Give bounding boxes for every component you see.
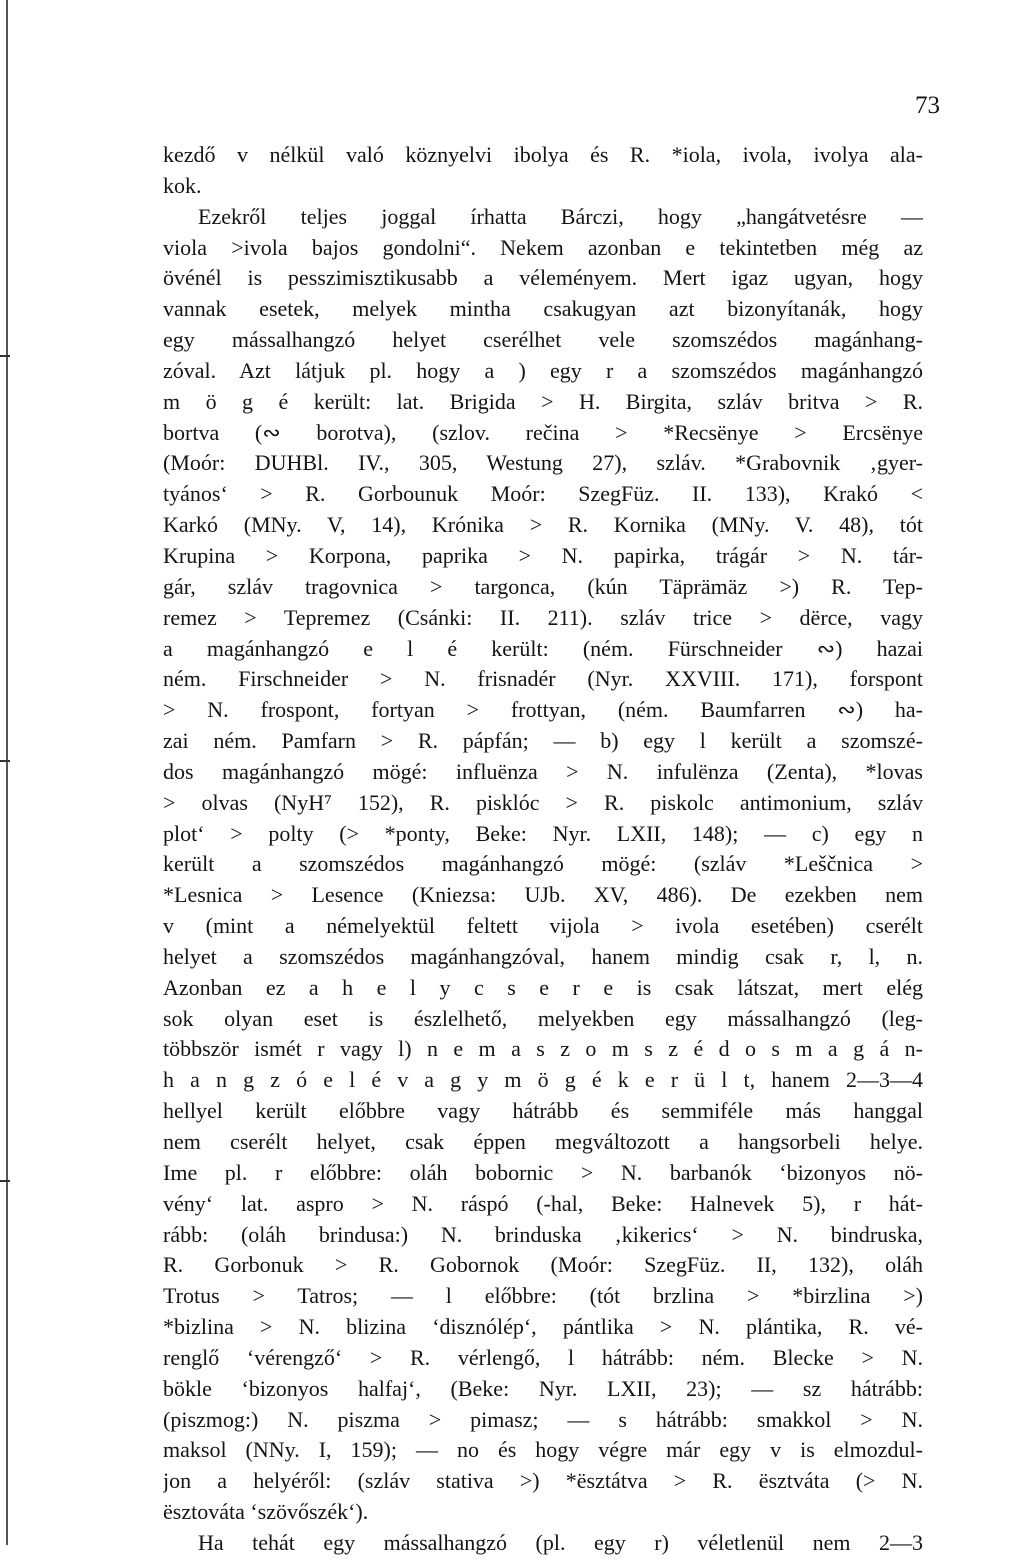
edge-tick	[0, 1180, 10, 1182]
text-line: maksol (NNy. I, 159); — no és hogy végre már egy v is elmozdul-	[163, 1437, 923, 1463]
text-line: helyet a szomszédos magánhangzóval, hanem mindig csak r, l, n.	[163, 943, 923, 969]
edge-tick	[0, 355, 10, 357]
text-line: viola >ivola bajos gondolni“. Nekem azonban e tekintetben még az	[163, 234, 923, 260]
text-line: Krupina > Korpona, paprika > N. papirka, trágár > N. tár-	[163, 542, 923, 568]
text-line: többször ismét r vagy l) n e m a s z o m s z é d o s m a g á n-	[163, 1036, 923, 1062]
text-line: övénél is pesszimisztikusabb a véleményem. Mert igaz ugyan, hogy	[163, 265, 923, 291]
text-line: h a n g z ó e l é v a g y m ö g é k e r ü l t, hanem 2—3—4	[163, 1067, 923, 1093]
text-line: bortva (∾ borotva), (szlov. rečina > *Recsënye > Ercsënye	[163, 419, 923, 445]
text-line: (piszmog:) N. piszma > pimasz; — s hátrább: smakkol > N.	[163, 1406, 923, 1432]
text-line: dos magánhangzó mögé: influënza > N. infulënza (Zenta), *lovas	[163, 758, 923, 784]
text-line: ném. Firschneider > N. frisnadér (Nyr. XXVIII. 171), forspont	[163, 666, 923, 692]
text-line: remez > Tepremez (Csánki: II. 211). szláv trice > dërce, vagy	[163, 604, 923, 630]
text-line: > olvas (NyH⁷ 152), R. pisklóc > R. piskolc antimonium, szláv	[163, 789, 923, 815]
text-line: Karkó (MNy. V, 14), Krónika > R. Kornika (MNy. V. 48), tót	[163, 512, 923, 538]
text-line: vény‘ lat. aspro > N. ráspó (-hal, Beke: Halnevek 5), r hát-	[163, 1190, 923, 1216]
page-edge-rule	[6, 0, 8, 1545]
text-line: hellyel került előbbre vagy hátrább és semmiféle más hanggal	[163, 1098, 923, 1124]
text-line: zai ném. Pamfarn > R. pápfán; — b) egy l került a szomszé-	[163, 728, 923, 754]
text-line: került a szomszédos magánhangzó mögé: (szláv *Leščnica >	[163, 851, 923, 877]
text-line: *Lesnica > Lesence (Kniezsa: UJb. XV, 486). De ezekben nem	[163, 882, 923, 908]
text-line: nem cserélt helyet, csak éppen megváltozott a hangsorbeli helye.	[163, 1129, 923, 1154]
text-line: bökle ‘bizonyos halfaj‘, (Beke: Nyr. LXII, 23); — sz hátrább:	[163, 1375, 923, 1401]
text-line: Ime pl. r előbbre: oláh bobornic > N. barbanók ‘bizonyos nö-	[163, 1159, 923, 1185]
text-line: > N. frospont, fortyan > frottyan, (ném. Baumfarren ∾) ha-	[163, 697, 923, 723]
text-line: sok olyan eset is észlelhető, melyekben egy mássalhangzó (leg-	[163, 1005, 923, 1031]
text-line: zóval. Azt látjuk pl. hogy a ) egy r a szomszédos magánhangzó	[163, 357, 923, 383]
text-line: vannak esetek, melyek mintha csakugyan azt bizonyítanák, hogy	[163, 296, 923, 322]
text-line: renglő ‘vérengző‘ > R. vérlengő, l hátrább: ném. Blecke > N.	[163, 1344, 923, 1370]
text-line: v (mint a némelyektül feltett vijola > ivola esetében) cserélt	[163, 913, 923, 939]
text-line: egy mássalhangzó helyet cserélhet vele szomszédos magánhang-	[163, 327, 923, 353]
text-line: ësztováta ‘szövőszék‘).	[163, 1499, 369, 1525]
text-line: Azonban ez a h e l y c s e r e is csak látszat, mert elég	[163, 974, 923, 1000]
text-line: (Moór: DUHBl. IV., 305, Westung 27), szláv. *Grabovnik ‚gyer-	[163, 450, 923, 476]
text-line: kok.	[163, 172, 202, 198]
text-line: jon a helyéről: (szláv stativa >) *ësztátva > R. ësztváta (> N.	[163, 1468, 923, 1494]
text-line: tyános‘ > R. Gorbounuk Moór: SzegFüz. II. 133), Krakó <	[163, 481, 923, 507]
edge-tick	[0, 760, 10, 762]
text-line: Ezekről teljes joggal írhatta Bárczi, hogy „hangátvetésre —	[198, 203, 923, 229]
text-line: gár, szláv tragovnica > targonca, (kún Täprämäz >) R. Tep-	[163, 573, 923, 599]
text-line: plot‘ > polty (> *ponty, Beke: Nyr. LXII, 148); — c) egy n	[163, 820, 923, 846]
text-line: kezdő v nélkül való köznyelvi ibolya és R. *iola, ivola, ivolya ala-	[163, 142, 923, 167]
text-line: Ha tehát egy mássalhangzó (pl. egy r) véletlenül nem 2—3	[198, 1529, 923, 1555]
text-line: Trotus > Tatros; — l előbbre: (tót brzlina > *birzlina >)	[163, 1283, 923, 1309]
text-line: a magánhangzó e l é került: (ném. Fürschneider ∾) hazai	[163, 635, 923, 661]
text-line: m ö g é került: lat. Brigida > H. Birgita, szláv britva > R.	[163, 388, 923, 414]
body-text	[163, 140, 923, 1559]
text-line: *bizlina > N. blizina ‘disznólép‘, pántlika > N. plántika, R. vé-	[163, 1314, 923, 1340]
text-line: rább: (oláh brindusa:) N. brinduska ‚kikerics‘ > N. bindruska,	[163, 1221, 923, 1247]
page-number: 73	[915, 92, 940, 119]
text-line: R. Gorbonuk > R. Gobornok (Moór: SzegFüz. II, 132), oláh	[163, 1252, 923, 1278]
